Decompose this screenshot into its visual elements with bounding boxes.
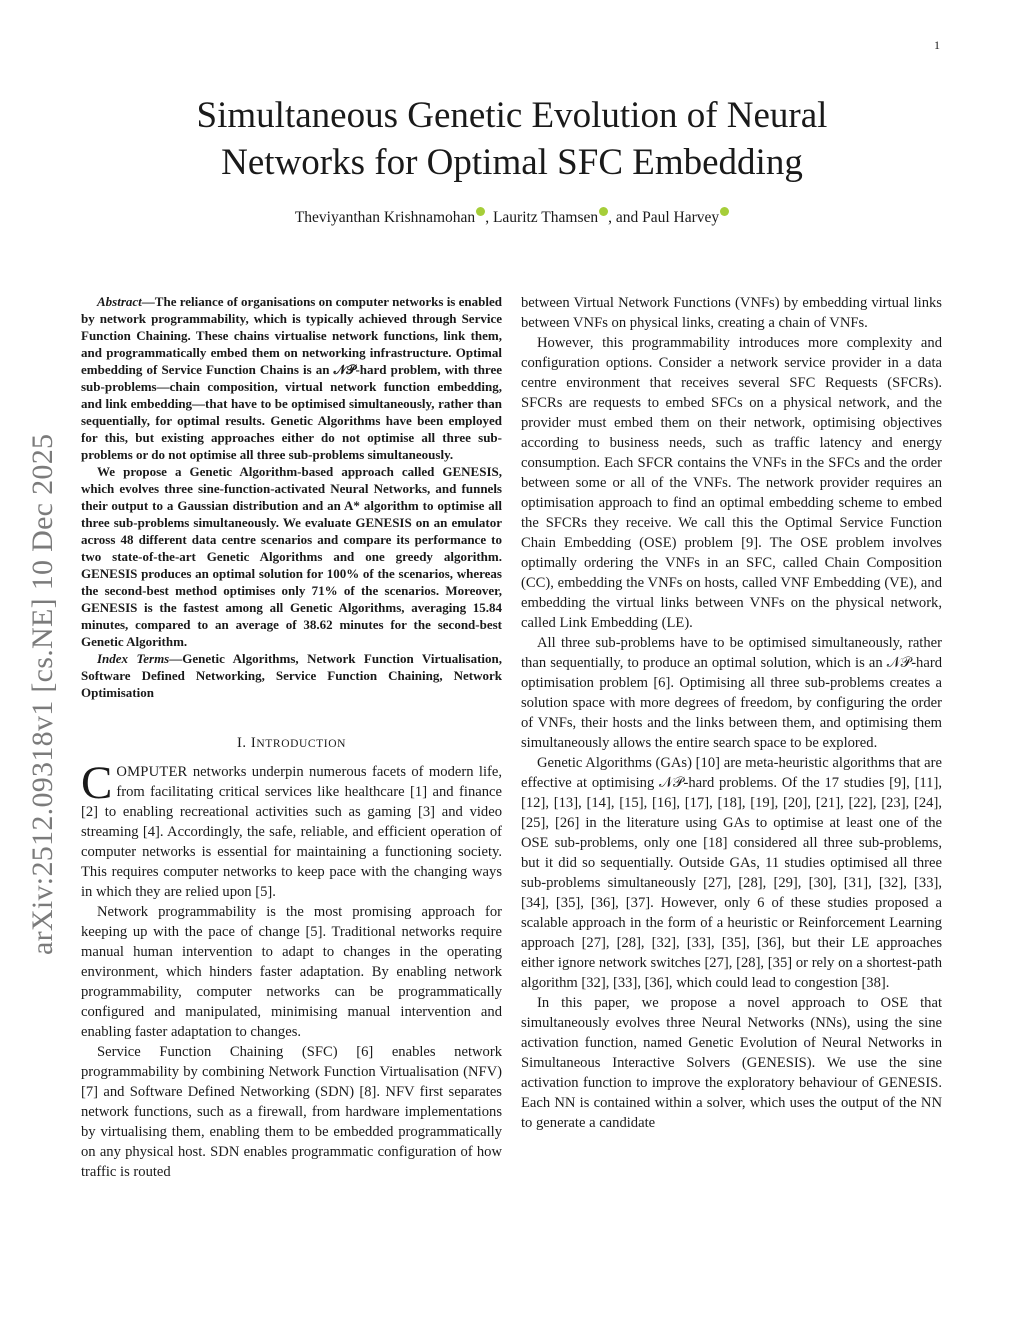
left-column [81,293,502,1182]
author-list [130,207,894,227]
section-numeral: I. [236,735,251,751]
abstract-paragraph-1 [81,293,502,463]
title-line-1: Simultaneous Genetic Evolution of Neural [196,95,828,136]
right-column [521,293,942,1133]
title-line-2: Networks for Optimal SFC Embedding [221,142,803,183]
intro-first-word: OMPUTER [116,764,188,780]
orcid-icon[interactable] [720,207,729,216]
paper-title [130,92,894,186]
section-title-rest: NTRODUCTION [256,738,347,750]
intro-paragraph-3: Service Function Chaining (SFC) [6] enables network programmability by combining Network Function Virtualisation (NFV) [7] and Software Defined Networking (SDN) [8]. NFV first separates network functions, such as a firewall, from hardware implementations by virtualising them, enabling them to be embedded programmatically on any physical host. SDN enables programmatic configuration of how traffic is routed [81,1044,502,1180]
orcid-icon[interactable] [476,207,485,216]
author-2: , Lauritz Thamsen [485,209,599,227]
section-title-first: I [250,735,257,751]
right-paragraph-2: All three sub-problems have to be optimised simultaneously, rather than sequentially, to produce an optimal solution, which is an 𝒩𝒫-hard optimisation problem [6]. Optimising all three sub-problems creates a solution space with more degrees of freedom, by configuring the order of VNFs, their hosts and the links between them, and optimising them simultaneously allows the entire search space to be explored. [521,635,942,751]
right-paragraph-1: However, this programmability introduces more complexity and configuration options. Consider a network service provider in a data centre environment that receives several SFC Requests (SFCRs). SFCRs are requests to embed SFCs on a physical network, and the provider must embed them on their network, optimising objectives according to business needs, such as traffic latency and energy consumption. Each SFCR contains the VNFs in the SFCs and the order between some or all of the VNFs. The network provider requires an optimisation approach to find an optimal embedding scheme to embed the SFCRs they receive. We call this the Optimal Service Function Chain Embedding (OSE) problem [9]. The OSE problem involves optimally ordering the VNFs in an SFC, called Chain Composition (CC), embedding the VNFs on hosts, called VNF Embedding (VE), and embedding the virtual links between VNFs on the physical network, called Link Embedding (LE). [521,335,942,631]
index-terms-text: —Genetic Algorithms, Network Function Virtualisation, Software Defined Networking, Service Function Chaining, Network Optimisation [81,651,502,700]
intro-paragraph-2: Network programmability is the most promising approach for keeping up with the pace of change [5]. Traditional networks require manual human intervention to adapt to changes in the operating environment, which hinders faster adaptation. By enabling network programmability, computer networks can be programmatically configured and manipulated, minimising manual intervention and enabling faster adaptation to changes. [81,904,502,1040]
drop-cap: C [81,757,113,809]
right-paragraph-4: In this paper, we propose a novel approach to OSE that simultaneously evolves three Neural Networks (NNs), using the sine activation function, named Genetic Evolution of Neural Networks in Simultaneous Interactive Solvers (GENESIS). We use the sine activation function to improve the exploratory behaviour of GENESIS. Each NN is contained within a solver, which uses the output of the NN to generate a candidate [521,995,942,1131]
index-terms [81,650,502,701]
intro-text-1: networks underpin numerous facets of modern life, from facilitating critical services like healthcare [1] and finance [2] to enabling recreational activities such as gaming [3] and video streaming [4]. Accordingly, the safe, reliable, and efficient operation of computer networks is essential for maintaining a functioning society. This requires computer networks to keep pace with the changing ways in which they are relied upon [5]. [81,764,502,900]
abstract-label: Abstract [97,294,142,309]
abstract [81,293,502,650]
section-heading-introduction [81,733,502,754]
author-1: Theviyanthan Krishnamohan [294,209,476,227]
index-terms-label: Index Terms [97,651,170,666]
abstract-text-1: —The reliance of organisations on computer networks is enabled by network programmability, which is typically achieved through Service Function Chaining. These chains virtualise network functions, link them, and programmatically embed them on networking infrastructure. Optimal embedding of Service Function Chains is an 𝒩𝒫-hard problem, with three sub-problems—chain composition, virtual network function embedding, and link embedding—that have to be optimised simultaneously, rather than sequentially, for optimal results. Genetic Algorithms have been employed for this, but existing approaches either do not optimise all three sub-problems or do not optimise all three sub-problems simultaneously. [81,294,502,462]
intro-paragraph-1 [81,757,502,902]
page-number: 1 [934,38,940,52]
author-3: , and Paul Harvey [608,209,720,227]
abstract-paragraph-2: We propose a Genetic Algorithm-based approach called GENESIS, which evolves three sine-function-activated Neural Networks, and funnels their output to a Gaussian distribution and an A* algorithm to optimise all three sub-problems simultaneously. We evaluate GENESIS on an emulator across 48 different data centre scenarios and compare its performance to two state-of-the-art Genetic Algorithms and one greedy algorithm. GENESIS produces an optimal solution for 100% of the scenarios, whereas the second-best method optimises only 71% of the scenarios. Moreover, GENESIS is the fastest among all Genetic Algorithms, averaging 15.84 minutes, compared to an average of 38.62 minutes for the second-best Genetic Algorithm. [81,464,502,649]
right-paragraph-0: between Virtual Network Functions (VNFs) by embedding virtual links between VNFs on physical links, creating a chain of VNFs. [521,295,942,331]
right-paragraph-3: Genetic Algorithms (GAs) [10] are meta-heuristic algorithms that are effective at optimising 𝒩𝒫-hard problems. Of the 17 studies [9], [11], [12], [13], [14], [15], [16], [17], [18], [19], [20], [21], [22], [23], [24], [25], [26] in the literature using GAs to optimise at least one of the OSE sub-problems, only one [18] considered all three sub-problems, but it did so sequentially. Outside GAs, 11 studies optimised all three sub-problems simultaneously [27], [28], [29], [30], [31], [32], [33], [34], [35], [36], [37]. However, only 6 of these studies proposed a scalable approach in the form of a heuristic or Reinforcement Learning approach [27], [28], [32], [33], [35], [36], but their LE approaches either ignore network switches [27], [28], [35] or rely on a shortest-path algorithm [32], [33], [36], which could lead to congestion [38]. [521,755,942,991]
orcid-icon[interactable] [599,207,608,216]
arxiv-side-stamp: arXiv:2512.09318v1 [cs.NE] 10 Dec 2025 [26,433,59,955]
